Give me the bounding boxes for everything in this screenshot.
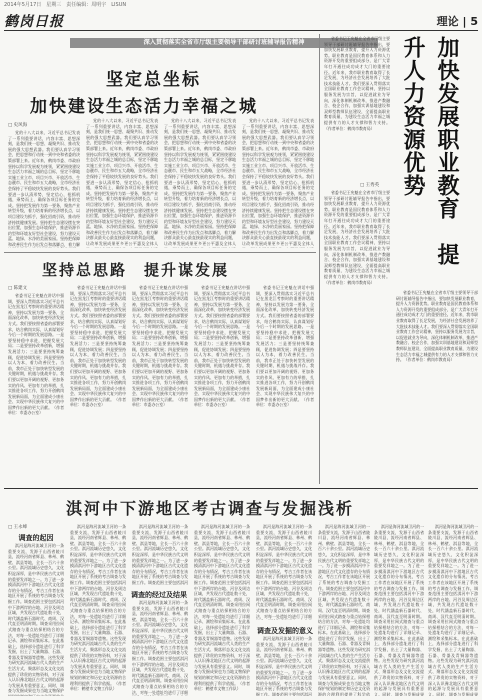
article3-text: 省委书记王宪魁在全省市厅级主要领导干部研讨班辅导报告中指出，要加快发展职业教育，提升人力资源优势。职业教育是国民教育体系和人力资源开发的重要组成部分，是广大青年打开通往成功成才大门的重要途径。近年来，我市职业教育取得了长足发展，为经济社会发展培养了大批技术技能人才。我们要深入贯彻落实全国职业教育工作会议精神，坚持以服务发展为宗旨，以促进就业为导向，深化体制机制改革，推进产教融合、校企合作，加强实训基地建设和双师型教师队伍建设，全面提高职业教育质量，为建设生态活力幸福之城提供有力的人才支撑和智力支持。（作者单位：鹤岗市教育局） [324, 36, 390, 131]
page-label: 理论 | 5 [436, 15, 478, 28]
article2-text-c2: 省委书记王宪魁在讲话中强调，要深入贯彻落实习近平总书记在黑龙江考察时的重要讲话精神，坚持以发展为第一要务，全面深化改革，加快转变经济发展方式。我们要按照省委的部署要求，结合鹤岗实际，认真谋划好今后一个时期的发展思路。一是要坚持稳中求进，把握发展大局；二是要坚持改革创新，增强发展活力；三是要坚持统筹兼顾，促进协调发展；四是要坚持以人为本，着力改善民生。当前，我市正处于加快转型发展的关键时期，机遇与挑战并存。我们要以更加开阔的视野、更加务实的作风、更加有力的举措，扎实推进各项工作，努力开创鹤岗发展新局面，为全面建成小康社会、实现中华民族伟大复兴的中国梦作出新的更大贡献。（作者单位：市委办公室） [70, 285, 126, 408]
article4-col3 [132, 524, 188, 586]
article4-text-c7: 淇河是海河流域卫河的一条重要支流，发源于山西省陵川县，流经河南省辉县、林州、鹤壁、淇县等地，全长一百六十余公里。淇河流域历史悠久，文化积淀深厚，是中华民族古代文明的重要发祥地之一。为了进一步摸清淇河中下游地区古代文化遗存的分布情况，考古工作者在该地区开展了系统的考古调查与发掘工作。调查范围主要包括淇河中下游两岸的台地、河谷及周边区域，共发现古代遗址数十处，时代涵盖新石器时代、商周、汉代直至明清时期。调查采用拉网式踏查与重点钻探相结合的方法，对每一处遗址均进行了详细记录、测绘和采集标本。在此基础上，选择部分遗址进行了科学发掘，出土了大量陶器、石器、骨器及青铜器等遗物。这些发现为研究淇河流域古代人类的生产生活方式、聚落形态及文化交流提供了珍贵的实物资料，对于深入认识豫北地区古代文明的起源与发展具有重要意义。同时，调查与发掘成果 [374, 524, 424, 696]
header-rule [4, 30, 478, 31]
topline-text: 2014年5月17日 星期三 责任编辑：周明宇 LISUN [4, 2, 127, 8]
article1-text-c4: 党的十八大以来，习近平总书记发表了一系列重要讲话，内容丰富、思想深刻，是我们统一思想、凝聚共识、推动发展的强大思想武器。我们要认真学习领会，把思想和行动统一到中央和省委的决策部署上来。近年来，鹤岗市委、市政府坚持以科学发展观为统领，紧紧围绕建设生态活力幸福之城的总目标，坚定不移地实施工业立市、项目兴市、开放活市、生态靓市、民生和市五大战略，全市经济社会保持了平稳较快发展的良好势头。我们要进一步认清形势，坚定信心，抢抓机遇，乘势而上，确保各项目标任务的完成。坚持把发展作为第一要务，聚焦产业转型升级，着力培育新的经济增长点，以项目建设为抓手，强化招商引资，推动经济持续健康发展。坚持把生态建设摆在突出位置，加强生态环境保护，推进资源节约型和环境友好型社会建设，努力建设天蓝、地绿、水净的美丽家园。坚持把保障和改善民生作为出发点和落脚点，着力解决群众最关心最直接最现实的利益问题，让改革发展成果更多更公平惠及全体人 [242, 118, 314, 247]
article3-text-c2: 省委书记王宪魁在全省市厅级主要领导干部研讨班辅导报告中指出，要加快发展职业教育，提升人力资源优势。职业教育是国民教育体系和人力资源开发的重要组成部分，是广大青年打开通往成功成才大门的重要途径。近年来，我市职业教育取得了长足发展，为经济社会发展培养了大批技术技能人才。我们要深入贯彻落实全国职业教育工作会议精神，坚持以服务发展为宗旨，以促进就业为导向，深化体制机制改革，推进产教融合、校企合作，加强实训基地建设和双师型教师队伍建设，全面提高职业教育质量，为建设生态活力幸福之城提供有力的人才支撑和智力支持。（作者单位：鹤岗市教育局） [324, 190, 390, 285]
article1-col4 [242, 118, 314, 248]
article3-title-block [396, 36, 478, 286]
article2-col2 [70, 285, 126, 483]
article1-col2 [86, 118, 158, 248]
article4-col1 [8, 543, 64, 696]
page-topline [0, 0, 482, 9]
article4-text-c3: 淇河是海河流域卫河的一条重要支流，发源于山西省陵川县，流经河南省辉县、林州、鹤壁、淇县等地，全长一百六十余公里。淇河流域历史悠久，文化积淀深厚，是中华民族古代文明的重要发祥地之一。为了进一步摸清淇河中下游地区古代文化遗存的分布情况，考古工作者在该地区开展了系统的考古调查与发掘工作。调查范围主要包括淇河 [132, 524, 188, 585]
divider-bottom-section [4, 488, 478, 489]
article4-text-c3b: 淇河是海河流域卫河的一条重要支流，发源于山西省陵川县，流经河南省辉县、林州、鹤壁、淇县等地，全长一百六十余公里。淇河流域历史悠久，文化积淀深厚，是中华民族古代文明的重要发祥地之一。为了进一步摸清淇河中下游地区古代文化遗存的分布情况，考古工作者在该地区开展了系统的考古调查与发掘工作。调查范围主要包括淇河中下游两岸的台地、河谷及周边区域，共发现古代遗址数十处，时代涵盖新石器时代、商周、汉代直至明清时期。调查采用拉网式踏查与重点钻探相结合的方法，对每一处遗址均进行了详细 [132, 600, 188, 695]
article4-sub3: 调查及发掘的意义 [257, 626, 313, 635]
article3-text-c3: 省委书记王宪魁在全省市厅级主要领导干部研讨班辅导报告中指出，要加快发展职业教育，提升人力资源优势。职业教育是国民教育体系和人力资源开发的重要组成部分，是广大青年打开通往成功成才大门的重要途径。近年来，我市职业教育取得了长足发展，为经济社会发展培养了大批技术技能人才。我们要深入贯彻落实全国职业教育工作会议精神，坚持以服务发展为宗旨，以促进就业为导向，深化体制机制改革，推进产教融合、校企合作，加强实训基地建设和双师型教师队伍建设，全面提高职业教育质量，为建设生态活力幸福之城提供有力的人才支撑和智力支持。（作者单位：鹤岗市教育局） [396, 290, 478, 363]
article4-byline: □ 王永峰 [8, 525, 28, 530]
article1-title-line2: 加快建设生态活力幸福之城 [30, 97, 258, 117]
article4-col3b [132, 600, 188, 696]
article2-col4 [194, 285, 250, 483]
article2-byline: □ 陈建文 [8, 286, 28, 291]
article4-text: 淇河是海河流域卫河的一条重要支流，发源于山西省陵川县，流经河南省辉县、林州、鹤壁、淇县等地，全长一百六十余公里。淇河流域历史悠久，文化积淀深厚，是中华民族古代文明的重要发祥地之一。为了进一步摸清淇河中下游地区古代文化遗存的分布情况，考古工作者在该地区开展了系统的考古调查与发掘工作。调查范围主要包括淇河中下游两岸的台地、河谷及周边区域，共发现古代遗址数十处，时代涵盖新石器时代、商周、汉代直至明清时期。调查采用拉网式踏查与重点钻探相结合的方法，对每一处遗址均进行了详细记录、测绘和采集标本。在此基础上，选择部分遗址进行了科学发掘，出土了大量陶器、石器、骨器及青铜器等遗物。这些发现为研究淇河流域古代人类的生产生活方式、聚落形态及文化交流提供了珍贵的实物资料，对于深入认识豫北地区古代文明的起源与发展具有重要意义。同时，调查与发掘成果也为当地文物保护 [8, 543, 64, 694]
article4-text-c4: 淇河是海河流域卫河的一条重要支流，发源于山西省陵川县，流经河南省辉县、林州、鹤壁、淇县等地，全长一百六十余公里。淇河流域历史悠久，文化积淀深厚，是中华民族古代文明的重要发祥地之一。为了进一步摸清淇河中下游地区古代文化遗存的分布情况，考古工作者在该地区开展了系统的考古调查与发掘工作。调查范围主要包括淇河中下游两岸的台地、河谷及周边区域，共发现古代遗址数十处，时代涵盖新石器时代、商周、汉代直至明清时期。调查采用拉网式踏查与重点钻探相结合的方法，对每一处遗址均进行了详细记录、测绘和采集标本。在此基础上，选择部分遗址进行了科学发掘，出土了大量陶器、石器、骨器及青铜器等遗物。这些发现为研究淇河流域古代人类的生产生活方式、聚落形态及文化交流提供了珍贵的实物资料，对于深入认识豫北地区古代文明的起源与发展具有重要意义。同时，调查与发掘成果也为当地文物保护规划的制定和历史文化资源的合理利用提供了科学依据。（作者单位：鹤壁市文物工作队） [194, 524, 250, 692]
article2-col3 [132, 285, 188, 483]
article4-text-c2: 淇河是海河流域卫河的一条重要支流，发源于山西省陵川县，流经河南省辉县、林州、鹤壁、淇县等地，全长一百六十余公里。淇河流域历史悠久，文化积淀深厚，是中华民族古代文明的重要发祥地之一。为了进一步摸清淇河中下游地区古代文化遗存的分布情况，考古工作者在该地区开展了系统的考古调查与发掘工作。调查范围主要包括淇河中下游两岸的台地、河谷及周边区域，共发现古代遗址数十处，时代涵盖新石器时代、商周、汉代直至明清时期。调查采用拉网式踏查与重点钻探相结合的方法，对每一处遗址均进行了详细记录、测绘和采集标本。在此基础上，选择部分遗址进行了科学发掘，出土了大量陶器、石器、骨器及青铜器等遗物。这些发现为研究淇河流域古代人类的生产生活方式、聚落形态及文化交流提供了珍贵的实物资料，对于深入认识豫北地区古代文明的起源与发展具有重要意义。同时，调查与发掘成果也为当地文物保护规划的制定和历史文化资源的合理利用提供了科学依据。（作者单位：鹤壁市文物工作队） [70, 524, 126, 692]
article1-title-line1: 坚定总坐标 [106, 70, 201, 90]
article2-text-c4: 省委书记王宪魁在讲话中强调，要深入贯彻落实习近平总书记在黑龙江考察时的重要讲话精神，坚持以发展为第一要务，全面深化改革，加快转变经济发展方式。我们要按照省委的部署要求，结合鹤岗实际，认真谋划好今后一个时期的发展思路。一是要坚持稳中求进，把握发展大局；二是要坚持改革创新，增强发展活力；三是要坚持统筹兼顾，促进协调发展；四是要坚持以人为本，着力改善民生。当前，我市正处于加快转型发展的关键时期，机遇与挑战并存。我们要以更加开阔的视野、更加务实的作风、更加有力的举措，扎实推进各项工作，努力开创鹤岗发展新局面，为全面建成小康社会、实现中华民族伟大复兴的中国梦作出新的更大贡献。（作者单位：市委办公室） [194, 285, 250, 408]
article4-col5b [256, 636, 312, 696]
article2-text: 省委书记王宪魁在讲话中强调，要深入贯彻落实习近平总书记在黑龙江考察时的重要讲话精神，坚持以发展为第一要务，全面深化改革，加快转变经济发展方式。我们要按照省委的部署要求，结合鹤岗实际，认真谋划好今后一个时期的发展思路。一是要坚持稳中求进，把握发展大局；二是要坚持改革创新，增强发展活力；三是要坚持统筹兼顾，促进协调发展；四是要坚持以人为本，着力改善民生。当前，我市正处于加快转型发展的关键时期，机遇与挑战并存。我们要以更加开阔的视野、更加务实的作风、更加有力的举措，扎实推进各项工作，努力开创鹤岗发展新局面，为全面建成小康社会、实现中华民族伟大复兴的中国梦作出新的更大贡献。（作者单位：市委办公室） [8, 293, 64, 416]
article4-text-c5: 淇河是海河流域卫河的一条重要支流，发源于山西省陵川县，流经河南省辉县、林州、鹤壁、淇县等地，全长一百六十余公里。淇河流域历史悠久，文化积淀深厚，是中华民族古代文明的重要发祥地之一。为了进一步摸清淇河中下游地区古代文化遗存的分布情况，考古工作者在该地区开展了系统的考古调查与发掘工作。调查范围主要包括淇河中下游两岸的台地、河谷及周边区域，共发现古代遗址数十处，时代涵盖新石器时代、商周、汉代直至明清时期。调查采用拉网式踏查与重点钻探相结合的方法，对每一处遗址均进行了详细 [256, 524, 312, 619]
masthead: 鹤岗日报 [4, 14, 64, 30]
divider-article1-bottom [4, 252, 316, 253]
article4-col7 [374, 524, 424, 696]
article4-sub1: 调查的起因 [18, 533, 54, 542]
divider-right-column [319, 34, 320, 484]
article2-col5 [256, 285, 314, 483]
article3-col2 [324, 190, 390, 484]
article3-title: 加快发展职业教育 提升人力资源优势 [400, 36, 460, 266]
article3-byline: □ 王秀英 [360, 183, 380, 188]
article4-col4 [194, 524, 250, 696]
article1-byline: □ 史风海 [8, 123, 28, 128]
article1-col3 [164, 118, 236, 248]
article1-col1 [8, 130, 80, 248]
article1-text: 党的十八大以来，习近平总书记发表了一系列重要讲话，内容丰富、思想深刻，是我们统一思想、凝聚共识、推动发展的强大思想武器。我们要认真学习领会，把思想和行动统一到中央和省委的决策部署上来。近年来，鹤岗市委、市政府坚持以科学发展观为统领，紧紧围绕建设生态活力幸福之城的总目标，坚定不移地实施工业立市、项目兴市、开放活市、生态靓市、民生和市五大战略，全市经济社会保持了平稳较快发展的良好势头。我们要进一步认清形势，坚定信心，抢抓机遇，乘势而上，确保各项目标任务的完成。坚持把发展作为第一要务，聚焦产业转型升级，着力培育新的经济增长点，以项目建设为抓手，强化招商引资，推动经济持续健康发展。坚持把生态建设摆在突出位置，加强生态环境保护，推进资源节约型和环境友好型社会建设，努力建设天蓝、地绿、水净的美丽家园。坚持把保障和改善民生作为出发点和落脚点，着力解 [8, 130, 80, 247]
article4-text-c5b: 淇河是海河流域卫河的一条重要支流，发源于山西省陵川县，流经河南省辉县、林州、鹤壁、淇县等地，全长一百六十余公里。淇河流域历史悠久，文化积淀深厚，是中华民族古代文明的重要发祥地之一。为了进一步摸清淇河中下游地区古代文化遗存的分布情况，考古工作者在该地区开展了系统的考古调查与发掘工作。调查范围主要包括淇河 [256, 636, 312, 696]
article3-col3 [396, 290, 478, 484]
article3-col-top [324, 36, 390, 176]
banner: 深入贯彻落实全省市厅级主要领导干部研讨班辅导报告精神 [70, 38, 378, 48]
article1-text-c2: 党的十八大以来，习近平总书记发表了一系列重要讲话，内容丰富、思想深刻，是我们统一思想、凝聚共识、推动发展的强大思想武器。我们要认真学习领会，把思想和行动统一到中央和省委的决策部署上来。近年来，鹤岗市委、市政府坚持以科学发展观为统领，紧紧围绕建设生态活力幸福之城的总目标，坚定不移地实施工业立市、项目兴市、开放活市、生态靓市、民生和市五大战略，全市经济社会保持了平稳较快发展的良好势头。我们要进一步认清形势，坚定信心，抢抓机遇，乘势而上，确保各项目标任务的完成。坚持把发展作为第一要务，聚焦产业转型升级，着力培育新的经济增长点，以项目建设为抓手，强化招商引资，推动经济持续健康发展。坚持把生态建设摆在突出位置，加强生态环境保护，推进资源节约型和环境友好型社会建设，努力建设天蓝、地绿、水净的美丽家园。坚持把保障和改善民生作为出发点和落脚点，着力解决群众最关心最直接最现实的利益问题，让改革发展成果更多更公平惠及全体人 [86, 118, 158, 247]
article4-col8 [428, 524, 478, 696]
article4-col2 [70, 524, 126, 696]
article4-col6 [318, 524, 370, 696]
article4-title: 淇河中下游地区考古调查与发掘浅析 [66, 499, 355, 518]
article4-text-c8: 淇河是海河流域卫河的一条重要支流，发源于山西省陵川县，流经河南省辉县、林州、鹤壁、淇县等地，全长一百六十余公里。淇河流域历史悠久，文化积淀深厚，是中华民族古代文明的重要发祥地之一。为了进一步摸清淇河中下游地区古代文化遗存的分布情况，考古工作者在该地区开展了系统的考古调查与发掘工作。调查范围主要包括淇河中下游两岸的台地、河谷及周边区域，共发现古代遗址数十处，时代涵盖新石器时代、商周、汉代直至明清时期。调查采用拉网式踏查与重点钻探相结合的方法，对每一处遗址均进行了详细记录、测绘和采集标本。在此基础上，选择部分遗址进行了科学发掘，出土了大量陶器、石器、骨器及青铜器等遗物。这些发现为研究淇河流域古代人类的生产生活方式、聚落形态及文化交流提供了珍贵的实物资料，对于深入认识豫北地区古代文明的起源与发展具有重要意义。同时，调查与发掘成果 [428, 524, 478, 696]
article4-sub2: 调查的经过及结果 [131, 590, 187, 599]
article4-col5 [256, 524, 312, 620]
article2-text-c5: 省委书记王宪魁在讲话中强调，要深入贯彻落实习近平总书记在黑龙江考察时的重要讲话精神，坚持以发展为第一要务，全面深化改革，加快转变经济发展方式。我们要按照省委的部署要求，结合鹤岗实际，认真谋划好今后一个时期的发展思路。一是要坚持稳中求进，把握发展大局；二是要坚持改革创新，增强发展活力；三是要坚持统筹兼顾，促进协调发展；四是要坚持以人为本，着力改善民生。当前，我市正处于加快转型发展的关键时期，机遇与挑战并存。我们要以更加开阔的视野、更加务实的作风、更加有力的举措，扎实推进各项工作，努力开创鹤岗发展新局面，为全面建成小康社会、实现中华民族伟大复兴的中国梦作出新的更大贡献。（作者单位：市委办公室） [256, 285, 314, 408]
article2-text-c3: 省委书记王宪魁在讲话中强调，要深入贯彻落实习近平总书记在黑龙江考察时的重要讲话精神，坚持以发展为第一要务，全面深化改革，加快转变经济发展方式。我们要按照省委的部署要求，结合鹤岗实际，认真谋划好今后一个时期的发展思路。一是要坚持稳中求进，把握发展大局；二是要坚持改革创新，增强发展活力；三是要坚持统筹兼顾，促进协调发展；四是要坚持以人为本，着力改善民生。当前，我市正处于加快转型发展的关键时期，机遇与挑战并存。我们要以更加开阔的视野、更加务实的作风、更加有力的举措，扎实推进各项工作，努力开创鹤岗发展新局面，为全面建成小康社会、实现中华民族伟大复兴的中国梦作出新的更大贡献。（作者单位：市委办公室） [132, 285, 188, 408]
article2-col1 [8, 293, 64, 483]
article4-text-c6: 淇河是海河流域卫河的一条重要支流，发源于山西省陵川县，流经河南省辉县、林州、鹤壁、淇县等地，全长一百六十余公里。淇河流域历史悠久，文化积淀深厚，是中华民族古代文明的重要发祥地之一。为了进一步摸清淇河中下游地区古代文化遗存的分布情况，考古工作者在该地区开展了系统的考古调查与发掘工作。调查范围主要包括淇河中下游两岸的台地、河谷及周边区域，共发现古代遗址数十处，时代涵盖新石器时代、商周、汉代直至明清时期。调查采用拉网式踏查与重点钻探相结合的方法，对每一处遗址均进行了详细记录、测绘和采集标本。在此基础上，选择部分遗址进行了科学发掘，出土了大量陶器、石器、骨器及青铜器等遗物。这些发现为研究淇河流域古代人类的生产生活方式、聚落形态及文化交流提供了珍贵的实物资料，对于深入认识豫北地区古代文明的起源与发展具有重要意义。同时，调查与发掘成果也为当地文物保护规划的制定和历史文化资源的合理利用提供了科学依 [318, 524, 370, 696]
article2-title: 坚持总思路 提升谋发展 [42, 261, 230, 279]
article1-text-c3: 党的十八大以来，习近平总书记发表了一系列重要讲话，内容丰富、思想深刻，是我们统一思想、凝聚共识、推动发展的强大思想武器。我们要认真学习领会，把思想和行动统一到中央和省委的决策部署上来。近年来，鹤岗市委、市政府坚持以科学发展观为统领，紧紧围绕建设生态活力幸福之城的总目标，坚定不移地实施工业立市、项目兴市、开放活市、生态靓市、民生和市五大战略，全市经济社会保持了平稳较快发展的良好势头。我们要进一步认清形势，坚定信心，抢抓机遇，乘势而上，确保各项目标任务的完成。坚持把发展作为第一要务，聚焦产业转型升级，着力培育新的经济增长点，以项目建设为抓手，强化招商引资，推动经济持续健康发展。坚持把生态建设摆在突出位置，加强生态环境保护，推进资源节约型和环境友好型社会建设，努力建设天蓝、地绿、水净的美丽家园。坚持把保障和改善民生作为出发点和落脚点，着力解决群众最关心最直接最现实的利益问题，让改革发展成果更多更公平惠及全体人 [164, 118, 236, 247]
